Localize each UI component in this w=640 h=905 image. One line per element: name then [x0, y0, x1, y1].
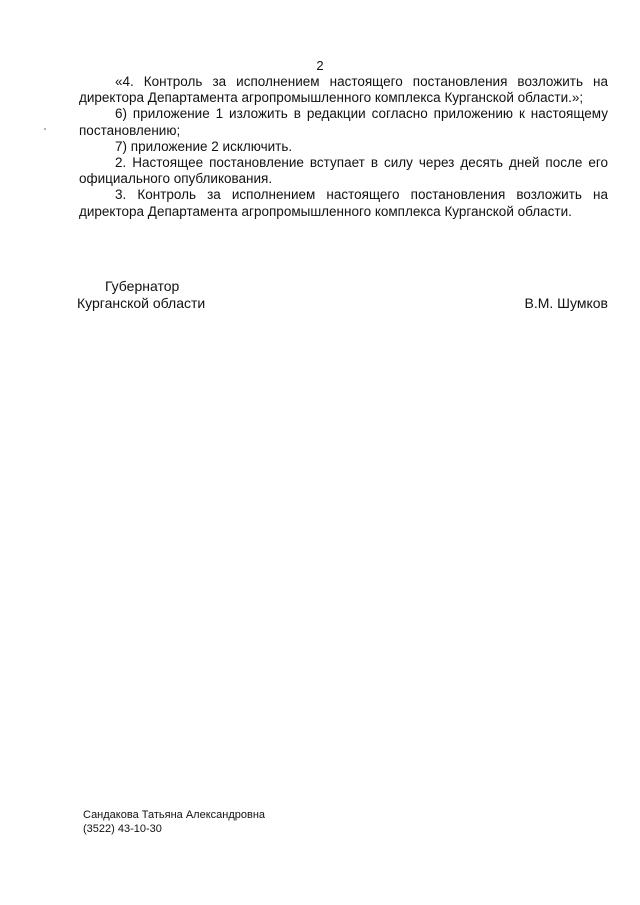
signatory-name: В.М. Шумков	[524, 295, 608, 311]
signatory-title-line-1: Губернатор	[105, 278, 180, 294]
paragraph-point-2: 2. Настоящее постановление вступает в силу через десять дней после его официального опубликования.	[79, 155, 608, 187]
executor-footer	[83, 808, 265, 836]
paragraph-item-7: 7) приложение 2 исключить.	[115, 138, 293, 154]
paragraph-item-6: 6) приложение 1 изложить в редакции согласно приложению к настоящему постановлению;	[79, 106, 608, 138]
page-number: 2	[316, 58, 324, 73]
paragraph-clause-4: «4. Контроль за исполнением настоящего постановления возложить на директора Департамента агропромышленного комплекса Курганской области.»;	[79, 74, 608, 106]
executor-name: Сандакова Татьяна Александровна	[83, 809, 266, 821]
document-body	[79, 74, 608, 220]
signature-block	[77, 278, 608, 312]
paragraph-point-3: 3. Контроль за исполнением настоящего постановления возложить на директора Департамента агропромышленного комплекса Курганской области.	[79, 187, 608, 219]
signatory-title-line-2: Курганской области	[77, 295, 206, 311]
executor-phone: (3522) 43-10-30	[83, 823, 162, 835]
scan-speck	[44, 128, 46, 130]
